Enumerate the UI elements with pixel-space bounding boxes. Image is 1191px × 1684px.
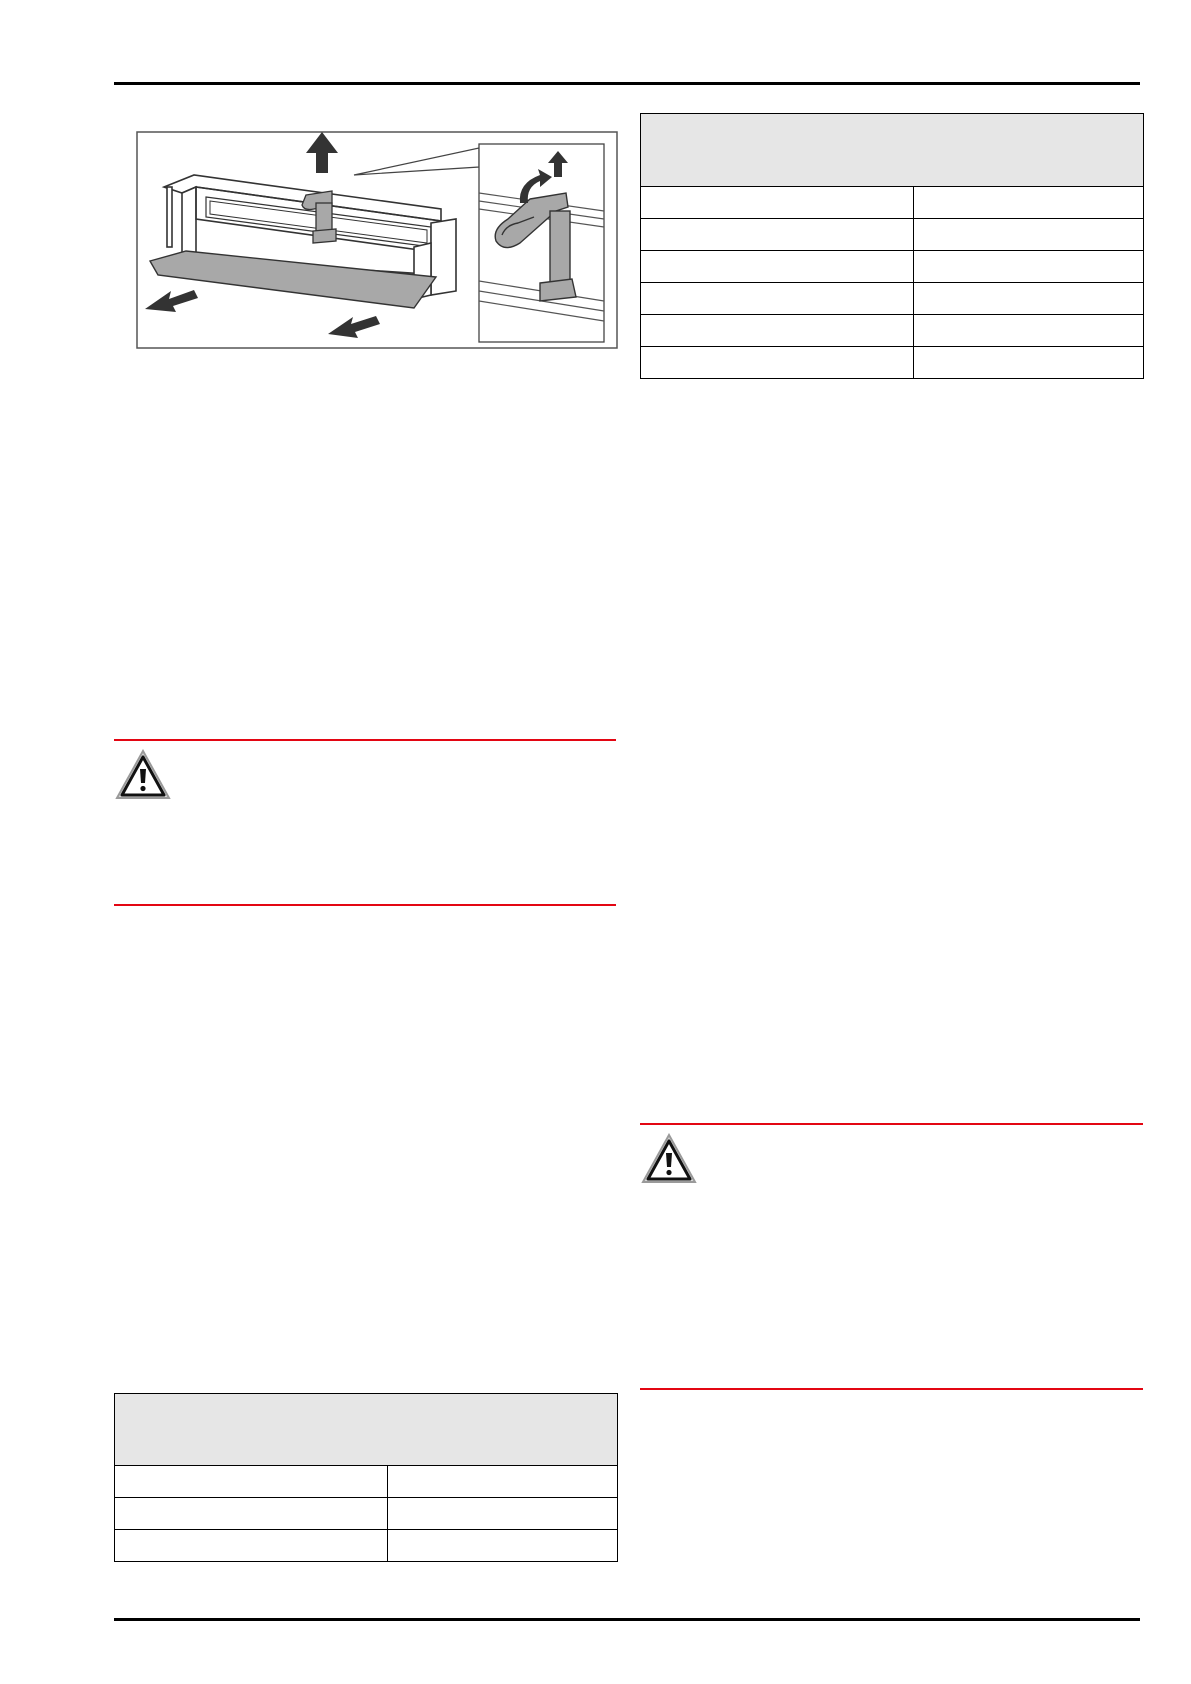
table-row <box>641 315 1144 347</box>
table-row <box>115 1498 618 1530</box>
header-rule <box>114 82 1140 85</box>
warning-block-left <box>114 739 616 906</box>
footer-rule <box>114 1618 1140 1621</box>
warning-bottom-line <box>640 1388 1143 1390</box>
table-header <box>641 114 1144 187</box>
table-header <box>115 1394 618 1466</box>
warning-triangle-icon <box>115 749 171 801</box>
table-row <box>115 1466 618 1498</box>
warning-triangle-icon <box>641 1133 697 1185</box>
drawer-removal-illustration <box>136 131 618 349</box>
spec-table-left <box>114 1393 618 1562</box>
table-row <box>115 1530 618 1562</box>
table-row <box>641 283 1144 315</box>
table-row <box>641 187 1144 219</box>
warning-top-line <box>640 1123 1143 1125</box>
warning-bottom-line <box>114 904 616 906</box>
table-row <box>641 251 1144 283</box>
spec-table-right <box>640 113 1144 379</box>
warning-block-right <box>640 1123 1143 1390</box>
table-row <box>641 219 1144 251</box>
table-row <box>641 347 1144 379</box>
warning-top-line <box>114 739 616 741</box>
